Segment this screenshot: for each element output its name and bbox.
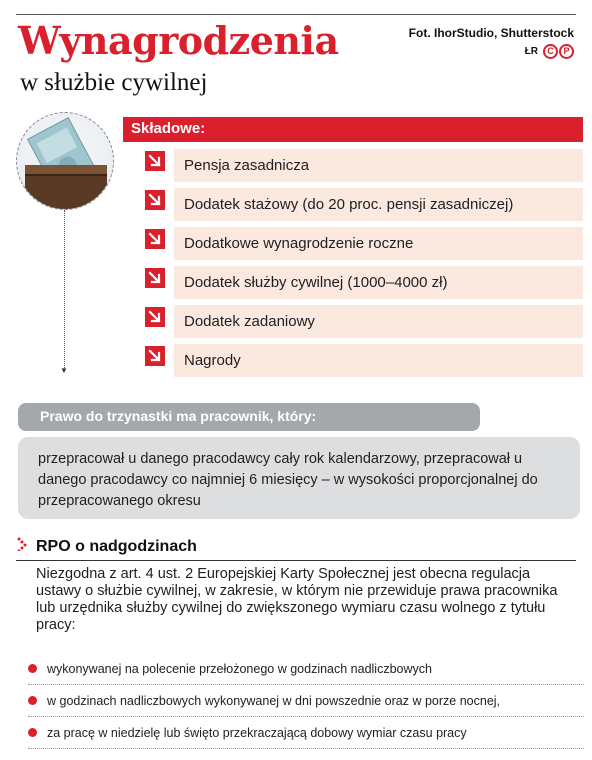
author-signature [525, 44, 574, 59]
rpo-rule [16, 560, 576, 561]
arrow-down-right-icon [145, 190, 165, 210]
list-item [28, 685, 584, 717]
red-dot-icon [28, 664, 37, 673]
list-item [145, 344, 583, 377]
bullet-text: w godzinach nadliczbowych wykonywanej w dni powszednie oraz w porze nocnej, [47, 693, 501, 708]
rpo-paragraph: Niezgodna z art. 4 ust. 2 Europejskiej Karty Społecznej jest obecna regulacja ustawy o służbie cywilnej, w zakresie, w którym nie przewiduje prawa pracownika lub urzędnika służby cywilnej do zwiększonego wymiaru czasu wolnego z tytułu pracy: [36, 566, 558, 633]
rpo-bullet-list [28, 653, 584, 749]
component-label: Pensja zasadnicza [174, 149, 583, 182]
cp-logo-letter-c: C [543, 44, 558, 59]
author-initials: ŁR [524, 46, 538, 57]
component-label: Dodatkowe wynagrodzenie roczne [174, 227, 583, 260]
timeline-line [64, 210, 65, 370]
cp-logo-icon [543, 44, 574, 59]
list-item [145, 188, 583, 221]
component-label: Dodatek stażowy (do 20 proc. pensji zasadniczej) [174, 188, 583, 221]
list-item [28, 653, 584, 685]
rpo-heading-row [16, 537, 197, 556]
list-item [145, 305, 583, 338]
arrow-down-right-icon [145, 307, 165, 327]
wallet-banknote-illustration [17, 113, 114, 210]
timeline-end-icon: ▼ [60, 366, 68, 375]
component-label: Dodatek zadaniowy [174, 305, 583, 338]
red-dot-icon [28, 728, 37, 737]
photo-credit: Fot. IhorStudio, Shutterstock [408, 26, 574, 40]
page-title: Wynagrodzenia [18, 18, 339, 63]
list-item [145, 227, 583, 260]
component-label: Nagrody [174, 344, 583, 377]
bullet-text: wykonywanej na polecenie przełożonego w godzinach nadliczbowych [47, 661, 432, 676]
money-wallet-photo [16, 112, 114, 210]
arrow-down-right-icon [145, 346, 165, 366]
list-item [28, 717, 584, 749]
dotted-chevron-icon [16, 537, 28, 556]
top-rule [16, 14, 576, 15]
arrow-down-right-icon [145, 151, 165, 171]
list-item [145, 266, 583, 299]
list-item [145, 149, 583, 182]
component-label: Dodatek służby cywilnej (1000–4000 zł) [174, 266, 583, 299]
cp-logo-letter-p: P [559, 44, 574, 59]
arrow-down-right-icon [145, 268, 165, 288]
thirteenth-heading: Prawo do trzynastki ma pracownik, który: [18, 403, 480, 431]
components-heading: Składowe: [123, 117, 583, 142]
red-dot-icon [28, 696, 37, 705]
components-list [145, 149, 583, 383]
thirteenth-body: przepracował u danego pracodawcy cały rok kalendarzowy, przepracował u danego pracodawcy co najmniej 6 miesięcy – w wysokości proporcjonalnej do przepracowanego okresu [18, 437, 580, 519]
arrow-down-right-icon [145, 229, 165, 249]
page-subtitle: w służbie cywilnej [20, 69, 208, 96]
rpo-heading: RPO o nadgodzinach [36, 537, 197, 555]
bullet-text: za pracę w niedzielę lub święto przekraczającą dobowy wymiar czasu pracy [47, 725, 467, 740]
